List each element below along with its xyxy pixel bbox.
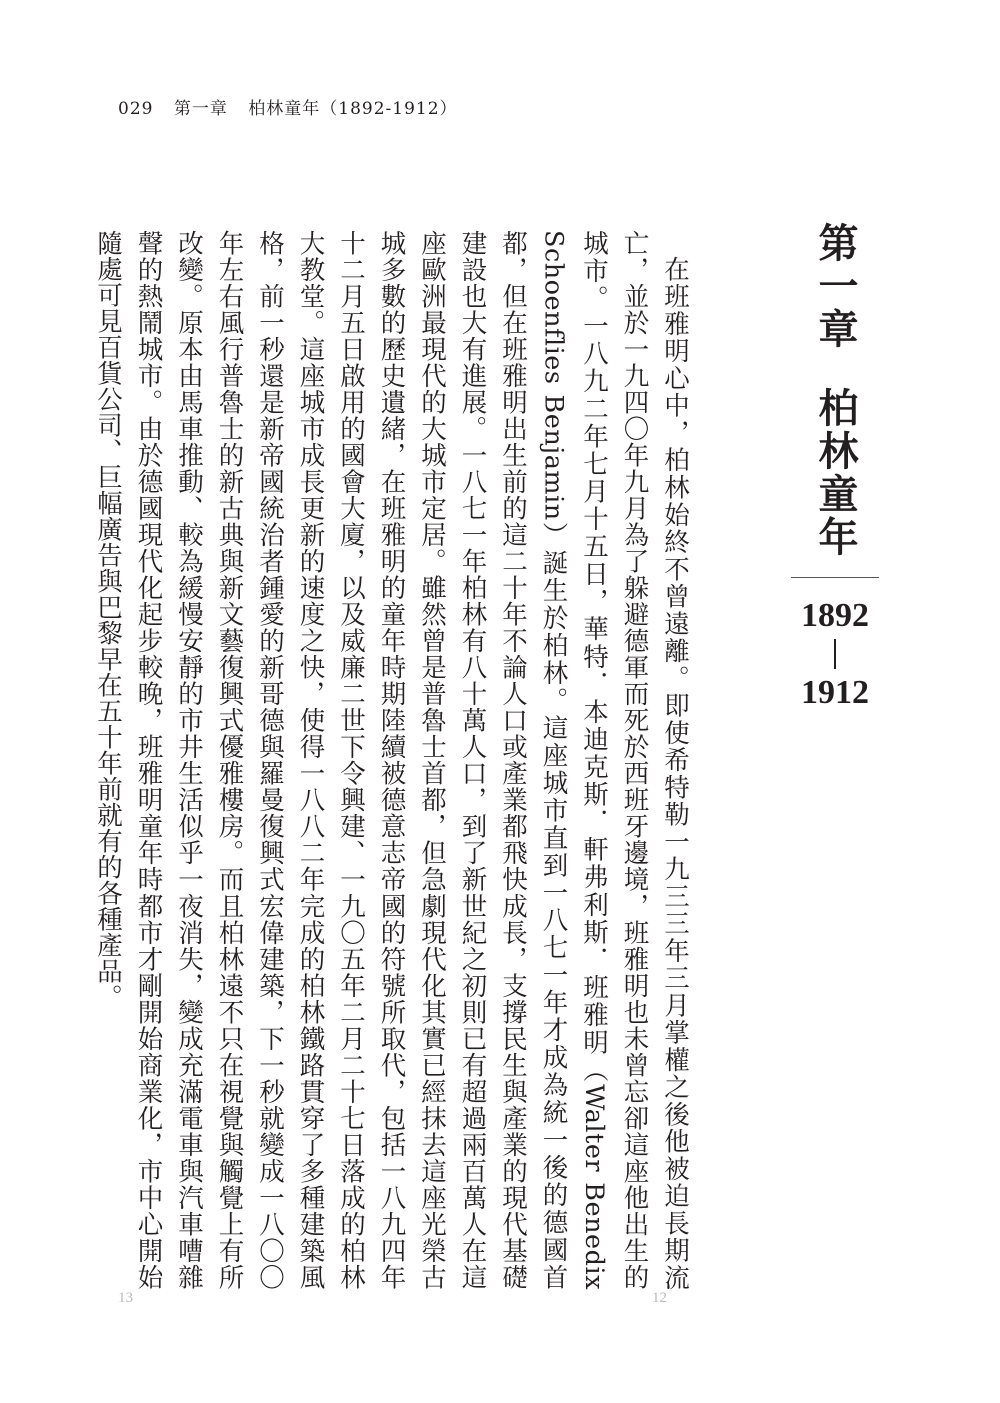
header-title: 柏林童年（1892-1912） [248,99,458,119]
chapter-year-end: 1912 [801,674,869,712]
chapter-years [801,596,869,712]
folio-right: 12 [652,1290,667,1306]
folio-left: 13 [118,1290,133,1306]
header-page-number: 029 [118,99,154,119]
chapter-title-block [780,222,890,712]
chapter-name: 柏林童年 [812,387,859,559]
chapter-year-start: 1892 [801,597,869,634]
body-paragraph: 在班雅明心中，柏林始終不曾遠離。即使希特勒一九三三年三月掌權之後他被迫長期流亡，並於一九四〇年九月為了躲避德軍而死於西班牙邊境，班雅明也未曾忘卻這座他出生的城市。一八九二年七月十五日，華特．本迪克斯．軒弗利斯．班雅明（Walter Benedix Schoenflies Benjamin）誕生於柏林。這座城市直到一八七一年才成為統一後的德國首都，但在班雅明出生前的這二十年不論人口或產業都飛快成長，支撐民生與產業的現代基礎建設也大有進展。一八七一年柏林有八十萬人口，到了新世紀之初則已有超過兩百萬人在這座歐洲最現代的大城市定居。雖然曾是普魯士首都，但急劇現代化其實已經抹去這座光榮古城多數的歷史遺緒，在班雅明的童年時期陸續被德意志帝國的符號所取代，包括一八九四年十二月五日啟用的國會大廈，以及威廉二世下令興建、一九〇五年二月二十七日落成的柏林大教堂。這座城市成長更新的速度之快，使得一八八二年完成的柏林鐵路貫穿了多種建築風格，前一秒還是新帝國統治者鍾愛的新哥德與羅曼復興式宏偉建築，下一秒就變成一八〇〇年左右風行普魯士的新古典與新文藝復興式優雅樓房。而且柏林遠不只在視覺與觸覺上有所改變。原本由馬車推動、較為緩慢安靜的市井生活似乎一夜消失，變成充滿電車與汽車嘈雜聲的熱鬧城市。由於德國現代化起步較晚，班雅明童年時都市才剛開始商業化，市中心開始隨處可見百貨公司、巨幅廣告與巴黎早在五十年前就有的各種產品。 [93,230,690,1290]
body-text [88,230,696,1290]
chapter-divider [791,577,879,578]
header-chapter: 第一章 [173,99,228,119]
chapter-number: 第一章 [812,222,859,351]
year-range-dash [834,639,836,669]
running-header [118,94,472,119]
chapter-heading [812,222,859,559]
